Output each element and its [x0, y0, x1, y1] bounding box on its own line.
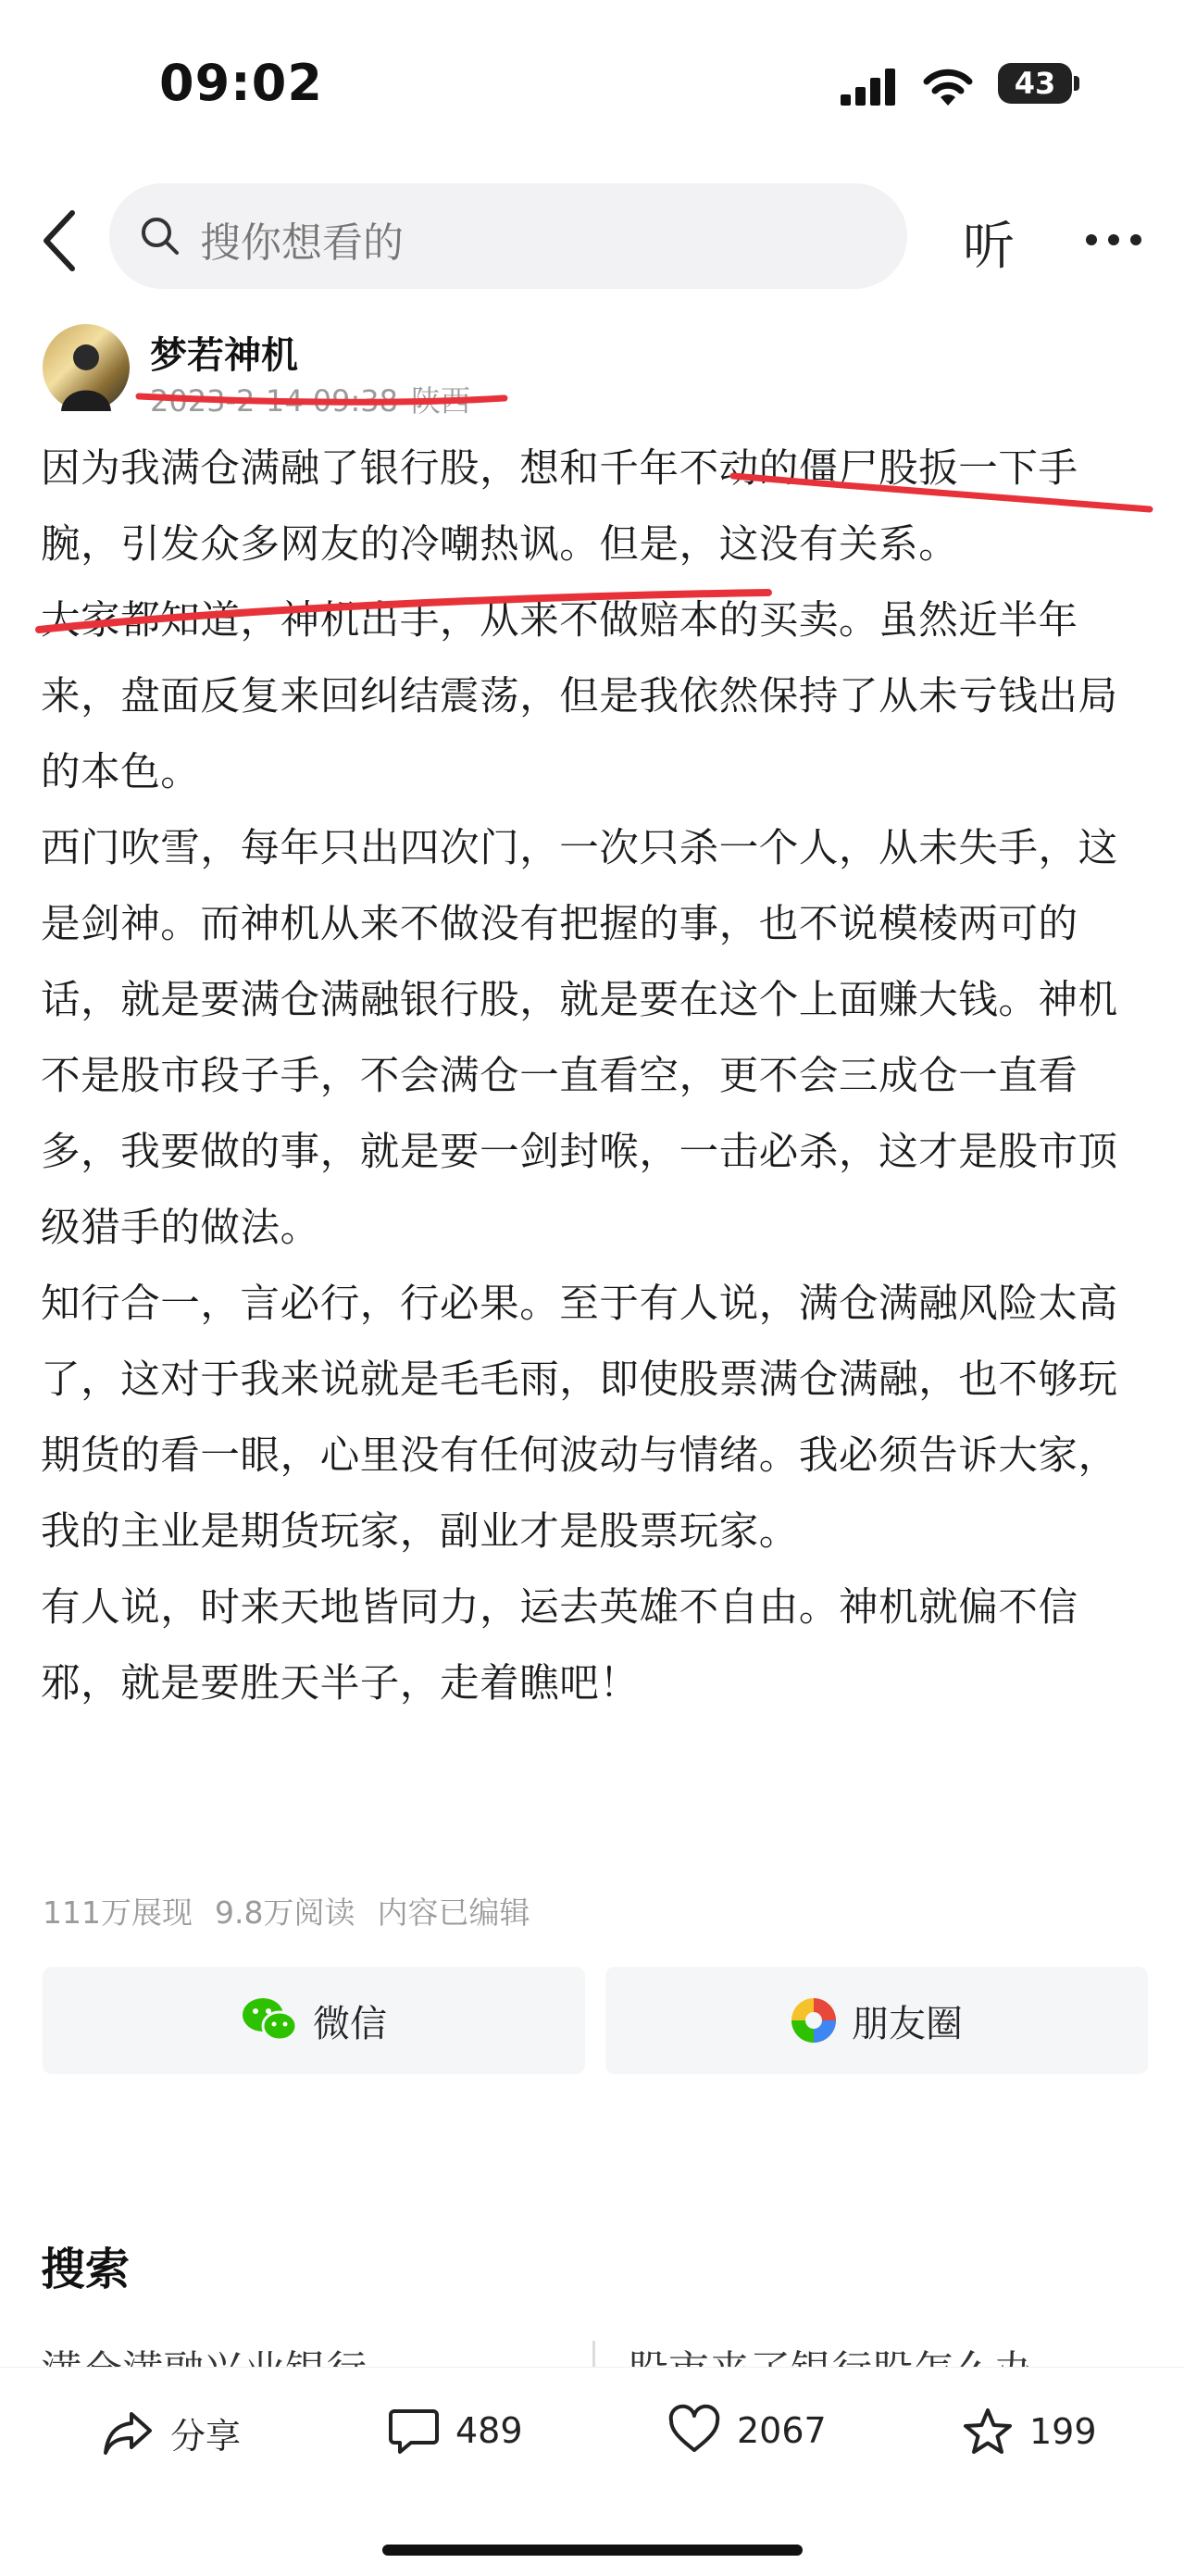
- annotation-underlines: [0, 0, 1184, 667]
- post-location: 陕西: [411, 383, 471, 419]
- paragraph: 因为我满仓满融了银行股，想和千年不动的僵尸股扳一下手腕，引发众多网友的冷嘲热讽。但是，这没有关系。: [41, 446, 1078, 568]
- search-suggestions: [41, 2337, 1142, 2365]
- search-section-title: 搜索: [41, 2244, 131, 2295]
- impressions-count: 111万展现: [43, 1894, 193, 1931]
- like-count: 2067: [737, 2410, 827, 2451]
- post-stats: [43, 1889, 552, 1932]
- share-button[interactable]: [102, 2407, 241, 2458]
- search-input[interactable]: 搜你想看的: [200, 219, 404, 267]
- paragraph: 有人说，时来天地皆同力，运去英雄不自由。神机就偏不信邪，就是要胜天半子，走着瞧吧！: [41, 1585, 1078, 1707]
- share-moments-label: 朋友圈: [852, 2002, 963, 2045]
- star-icon: [963, 2407, 1013, 2456]
- paragraph: 知行合一，言必行，行必果。至于有人说，满仓满融风险太高了，这对于我来说就是毛毛雨，即使股票满仓满融，也不够玩期货的看一眼，心里没有任何波动与情绪。我必须告诉大家，我的主业是期货玩家，副业才是股票玩家。: [41, 1282, 1118, 1555]
- comment-button[interactable]: [389, 2407, 523, 2454]
- home-indicator: [382, 2545, 803, 2556]
- share-wechat-button[interactable]: [43, 1967, 585, 2074]
- post-date: 2023-2-14 09:38: [150, 383, 398, 419]
- wechat-icon: [241, 1996, 298, 2045]
- suggestion-divider: [592, 2341, 595, 2367]
- moments-icon: [791, 1997, 837, 2044]
- status-time: 09:02: [159, 54, 323, 112]
- favorite-button[interactable]: [963, 2407, 1097, 2456]
- favorite-count: 199: [1029, 2411, 1097, 2452]
- paragraph: 西门吹雪，每年只出四次门，一次只杀一个人，从未失手，这是剑神。而神机从来不做没有把握的事，也不说模棱两可的话，就是要满仓满融银行股，就是要在这个上面赚大钱。神机不是股市段子手，不会满仓一直看空，更不会三成仓一直看多，我要做的事，就是要一剑封喉，一击必杀，这才是股市顶级猎手的做法。: [41, 826, 1118, 1251]
- comment-count: 489: [455, 2410, 523, 2451]
- share-label: 分享: [170, 2416, 242, 2457]
- comment-icon: [389, 2407, 439, 2454]
- paragraph: 大家都知道，神机出手，从来不做赔本的买卖。虽然近半年来，盘面反复来回纠结震荡，但是我依然保持了从未亏钱出局的本色。: [41, 598, 1118, 795]
- share-icon: [102, 2410, 154, 2457]
- share-moments-button[interactable]: [605, 1967, 1148, 2074]
- battery-indicator: 43: [998, 63, 1072, 104]
- share-wechat-label: 微信: [313, 2002, 387, 2045]
- listen-button[interactable]: 听: [963, 217, 1015, 277]
- heart-icon: [668, 2407, 720, 2454]
- author-name[interactable]: 梦若神机: [150, 334, 298, 377]
- reads-count: 9.8万阅读: [215, 1894, 355, 1931]
- edited-note: 内容已编辑: [377, 1894, 530, 1931]
- like-button[interactable]: [668, 2407, 827, 2454]
